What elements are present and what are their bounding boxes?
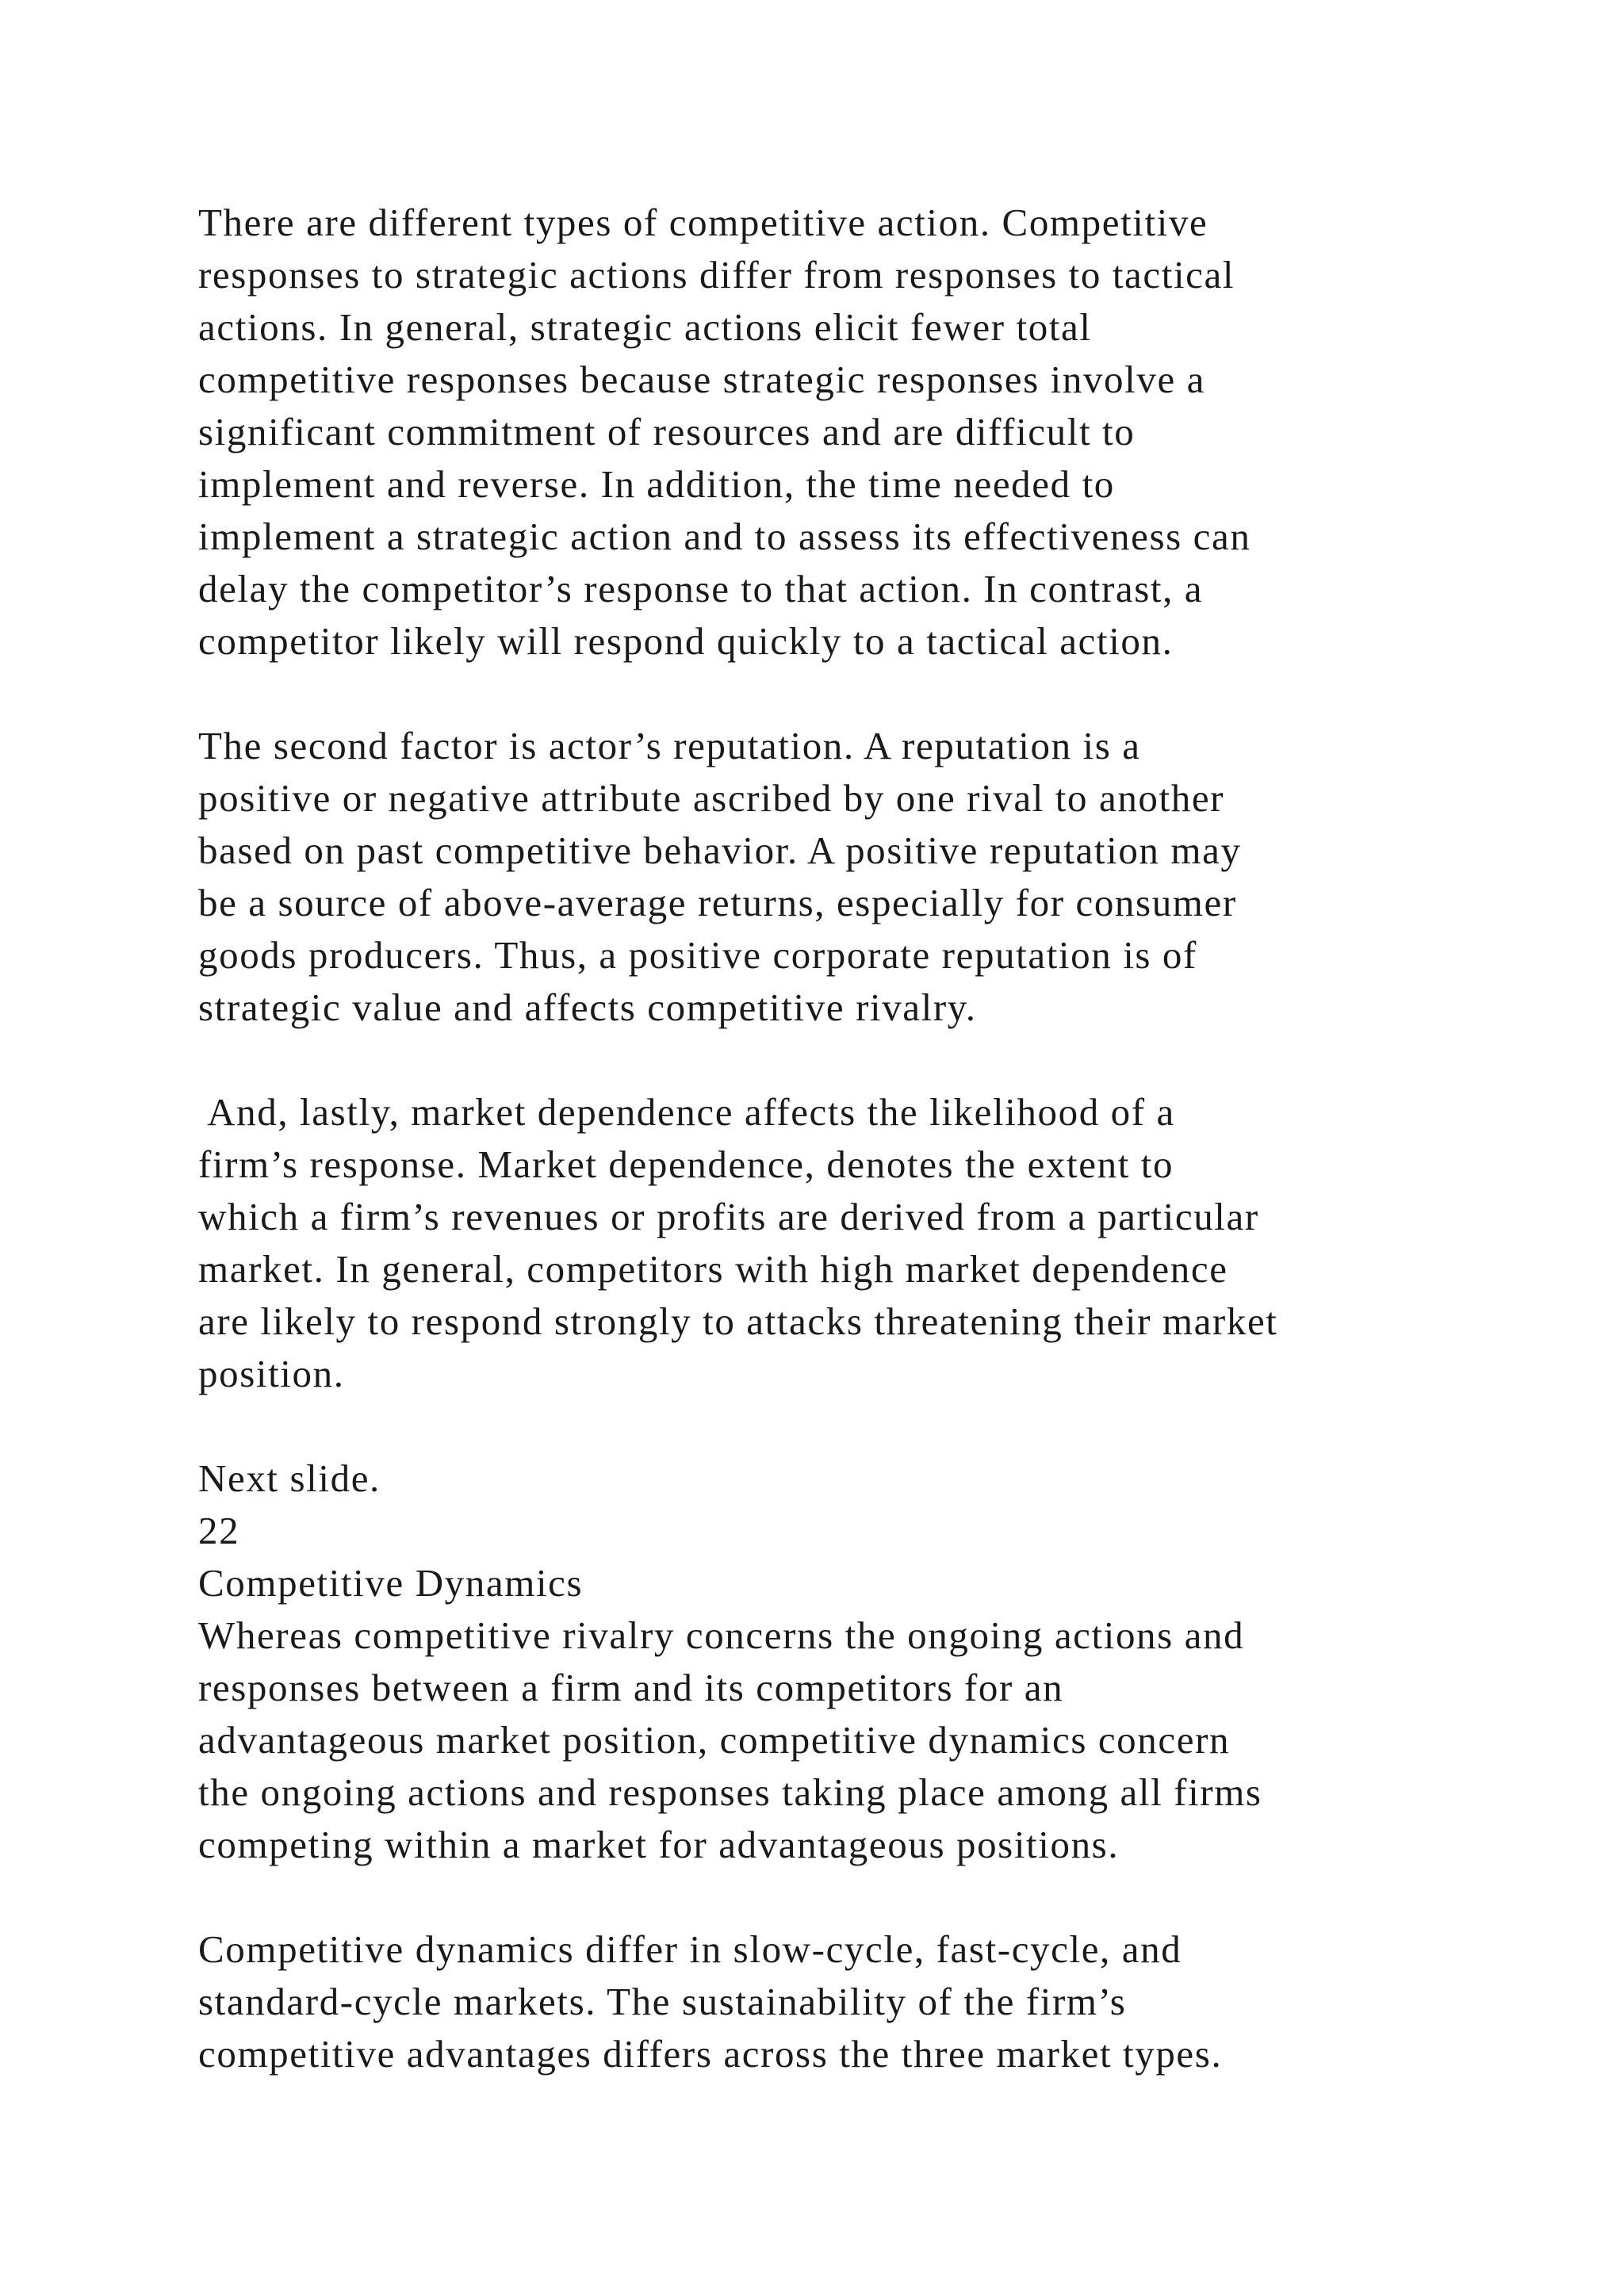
- next-slide-note: Next slide.: [198, 1456, 381, 1500]
- text-line: advantageous market position, competitive dynamics concern: [198, 1718, 1231, 1762]
- text-line: competing within a market for advantageous positions.: [198, 1823, 1120, 1866]
- text-line: strategic value and affects competitive rivalry.: [198, 985, 977, 1029]
- text-line: implement and reverse. In addition, the time needed to: [198, 462, 1115, 506]
- text-line: responses between a firm and its competitors for an: [198, 1666, 1064, 1709]
- text-line: Whereas competitive rivalry concerns the ongoing actions and: [198, 1613, 1245, 1657]
- text-line: implement a strategic action and to assess its effectiveness can: [198, 515, 1251, 558]
- text-line: standard-cycle markets. The sustainability of the firm’s: [198, 1980, 1127, 2023]
- paragraph-market-dependence: [198, 1086, 1467, 1400]
- text-line: responses to strategic actions differ from responses to tactical: [198, 253, 1235, 297]
- text-line: be a source of above-average returns, especially for consumer: [198, 881, 1237, 924]
- text-line: competitive responses because strategic responses involve a: [198, 358, 1206, 401]
- text-line: positive or negative attribute ascribed by one rival to another: [198, 776, 1225, 820]
- slide-number: 22: [198, 1509, 240, 1552]
- text-line: firm’s response. Market dependence, denotes the extent to: [198, 1142, 1174, 1186]
- paragraph-spacer: [198, 1871, 1467, 1923]
- text-line: goods producers. Thus, a positive corporate reputation is of: [198, 933, 1197, 977]
- text-line: Competitive dynamics differ in slow-cycle, fast-cycle, and: [198, 1927, 1182, 1971]
- text-line: which a firm’s revenues or profits are derived from a particular: [198, 1195, 1259, 1238]
- text-line: The second factor is actor’s reputation. A reputation is a: [198, 724, 1141, 767]
- text-line: are likely to respond strongly to attacks threatening their market: [198, 1299, 1278, 1343]
- slide-title: Competitive Dynamics: [198, 1561, 584, 1605]
- text-line: competitive advantages differs across the three market types.: [198, 2032, 1223, 2076]
- text-line: based on past competitive behavior. A positive reputation may: [198, 828, 1242, 872]
- document-body: [198, 197, 1467, 2080]
- text-line: And, lastly, market dependence affects the likelihood of a: [198, 1090, 1175, 1134]
- text-line: actions. In general, strategic actions elicit fewer total: [198, 305, 1092, 349]
- text-line: competitor likely will respond quickly to a tactical action.: [198, 619, 1174, 663]
- text-line: position.: [198, 1352, 345, 1395]
- text-line: market. In general, competitors with high market dependence: [198, 1247, 1228, 1291]
- paragraph-reputation: [198, 720, 1467, 1034]
- paragraph-spacer: [198, 1400, 1467, 1452]
- paragraph-spacer: [198, 668, 1467, 720]
- paragraph-competitive-action: [198, 197, 1467, 668]
- paragraph-spacer: [198, 1034, 1467, 1086]
- text-line: significant commitment of resources and are difficult to: [198, 410, 1136, 453]
- text-line: the ongoing actions and responses taking place among all firms: [198, 1770, 1262, 1814]
- paragraph-competitive-dynamics: [198, 1609, 1467, 1871]
- text-line: delay the competitor’s response to that action. In contrast, a: [198, 567, 1204, 610]
- text-line: There are different types of competitive action. Competitive: [198, 201, 1208, 244]
- paragraph-market-cycles: [198, 1923, 1467, 2080]
